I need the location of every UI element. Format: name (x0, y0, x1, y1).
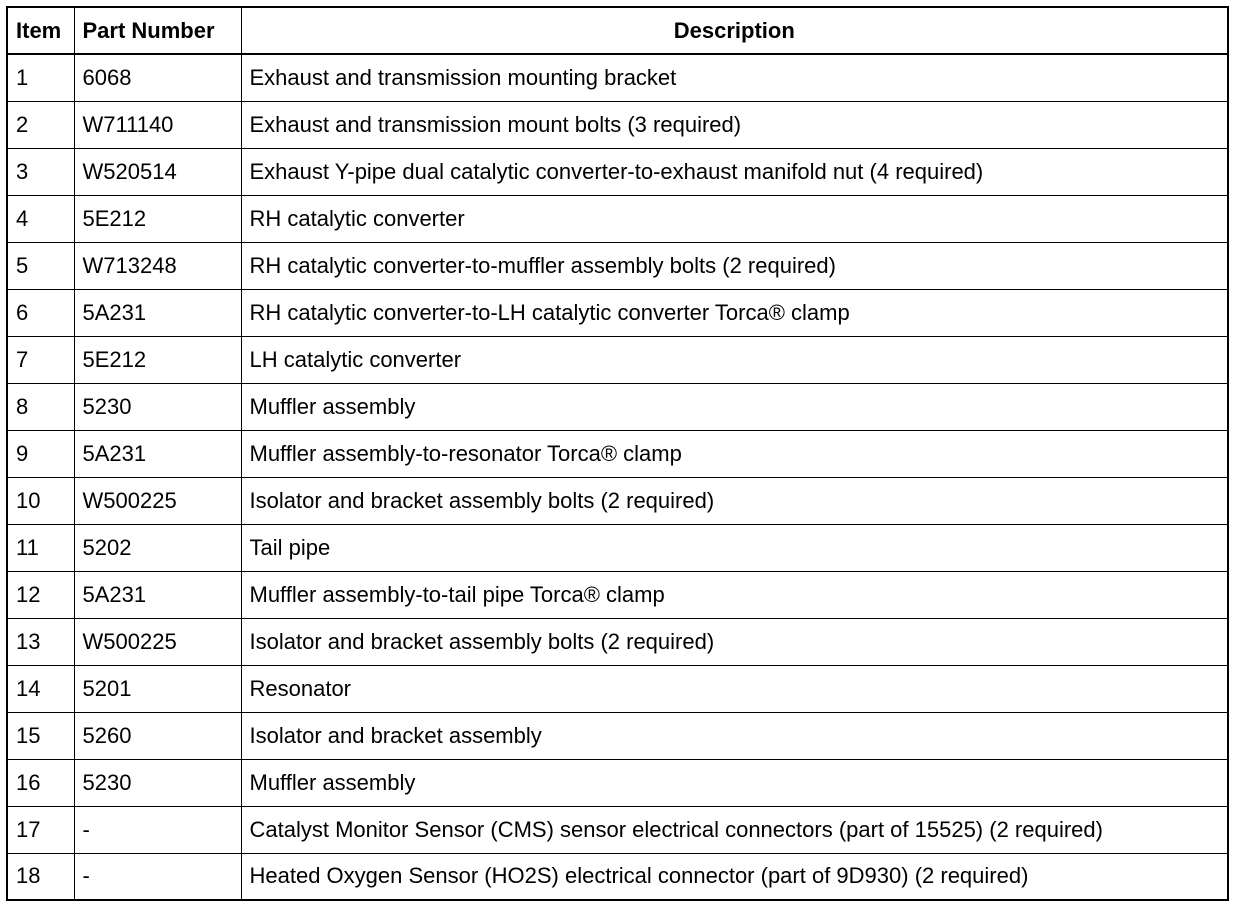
part-number-cell: 6068 (74, 54, 241, 101)
item-cell: 6 (7, 289, 74, 336)
table-row (7, 806, 1228, 853)
description-cell: Muffler assembly-to-resonator Torca® clamp (241, 430, 1228, 477)
description-cell: LH catalytic converter (241, 336, 1228, 383)
header-row (7, 7, 1228, 54)
description-cell: Exhaust and transmission mount bolts (3 required) (241, 101, 1228, 148)
part-number-cell: 5230 (74, 759, 241, 806)
item-cell: 9 (7, 430, 74, 477)
part-number-cell: 5201 (74, 665, 241, 712)
description-cell: Resonator (241, 665, 1228, 712)
item-cell: 18 (7, 853, 74, 900)
description-cell: Muffler assembly (241, 383, 1228, 430)
table-row (7, 383, 1228, 430)
header-item: Item (7, 7, 74, 54)
item-cell: 7 (7, 336, 74, 383)
item-cell: 8 (7, 383, 74, 430)
part-number-cell: 5E212 (74, 336, 241, 383)
part-number-cell: 5A231 (74, 571, 241, 618)
description-cell: Exhaust Y-pipe dual catalytic converter-to-exhaust manifold nut (4 required) (241, 148, 1228, 195)
table-row (7, 195, 1228, 242)
item-cell: 2 (7, 101, 74, 148)
table-row (7, 759, 1228, 806)
table-row (7, 524, 1228, 571)
description-cell: Exhaust and transmission mounting bracket (241, 54, 1228, 101)
item-cell: 15 (7, 712, 74, 759)
item-cell: 14 (7, 665, 74, 712)
header-part-number: Part Number (74, 7, 241, 54)
table-row (7, 712, 1228, 759)
item-cell: 17 (7, 806, 74, 853)
item-cell: 16 (7, 759, 74, 806)
part-number-cell: 5A231 (74, 289, 241, 336)
item-cell: 11 (7, 524, 74, 571)
table-header (7, 7, 1228, 54)
item-cell: 13 (7, 618, 74, 665)
description-cell: Muffler assembly-to-tail pipe Torca® clamp (241, 571, 1228, 618)
part-number-cell: W520514 (74, 148, 241, 195)
description-cell: RH catalytic converter (241, 195, 1228, 242)
description-cell: Catalyst Monitor Sensor (CMS) sensor electrical connectors (part of 15525) (2 required) (241, 806, 1228, 853)
part-number-cell: - (74, 853, 241, 900)
description-cell: RH catalytic converter-to-muffler assembly bolts (2 required) (241, 242, 1228, 289)
description-cell: Isolator and bracket assembly (241, 712, 1228, 759)
item-cell: 4 (7, 195, 74, 242)
part-number-cell: 5E212 (74, 195, 241, 242)
table-row (7, 289, 1228, 336)
part-number-cell: - (74, 806, 241, 853)
description-cell: Muffler assembly (241, 759, 1228, 806)
header-description: Description (241, 7, 1228, 54)
item-cell: 5 (7, 242, 74, 289)
description-cell: Heated Oxygen Sensor (HO2S) electrical connector (part of 9D930) (2 required) (241, 853, 1228, 900)
table-row (7, 101, 1228, 148)
part-number-cell: W500225 (74, 477, 241, 524)
table-row (7, 853, 1228, 900)
table-row (7, 477, 1228, 524)
part-number-cell: 5230 (74, 383, 241, 430)
item-cell: 10 (7, 477, 74, 524)
table-row (7, 665, 1228, 712)
item-cell: 1 (7, 54, 74, 101)
part-number-cell: W500225 (74, 618, 241, 665)
item-cell: 3 (7, 148, 74, 195)
description-cell: Tail pipe (241, 524, 1228, 571)
part-number-cell: 5260 (74, 712, 241, 759)
table-row (7, 242, 1228, 289)
part-number-cell: 5A231 (74, 430, 241, 477)
table-row (7, 618, 1228, 665)
part-number-cell: W713248 (74, 242, 241, 289)
table-row (7, 571, 1228, 618)
table-row (7, 148, 1228, 195)
item-cell: 12 (7, 571, 74, 618)
description-cell: RH catalytic converter-to-LH catalytic converter Torca® clamp (241, 289, 1228, 336)
table-row (7, 430, 1228, 477)
table-row (7, 54, 1228, 101)
part-number-cell: 5202 (74, 524, 241, 571)
description-cell: Isolator and bracket assembly bolts (2 required) (241, 477, 1228, 524)
table-row (7, 336, 1228, 383)
description-cell: Isolator and bracket assembly bolts (2 required) (241, 618, 1228, 665)
table-body (7, 54, 1228, 900)
parts-table (6, 6, 1229, 901)
part-number-cell: W711140 (74, 101, 241, 148)
